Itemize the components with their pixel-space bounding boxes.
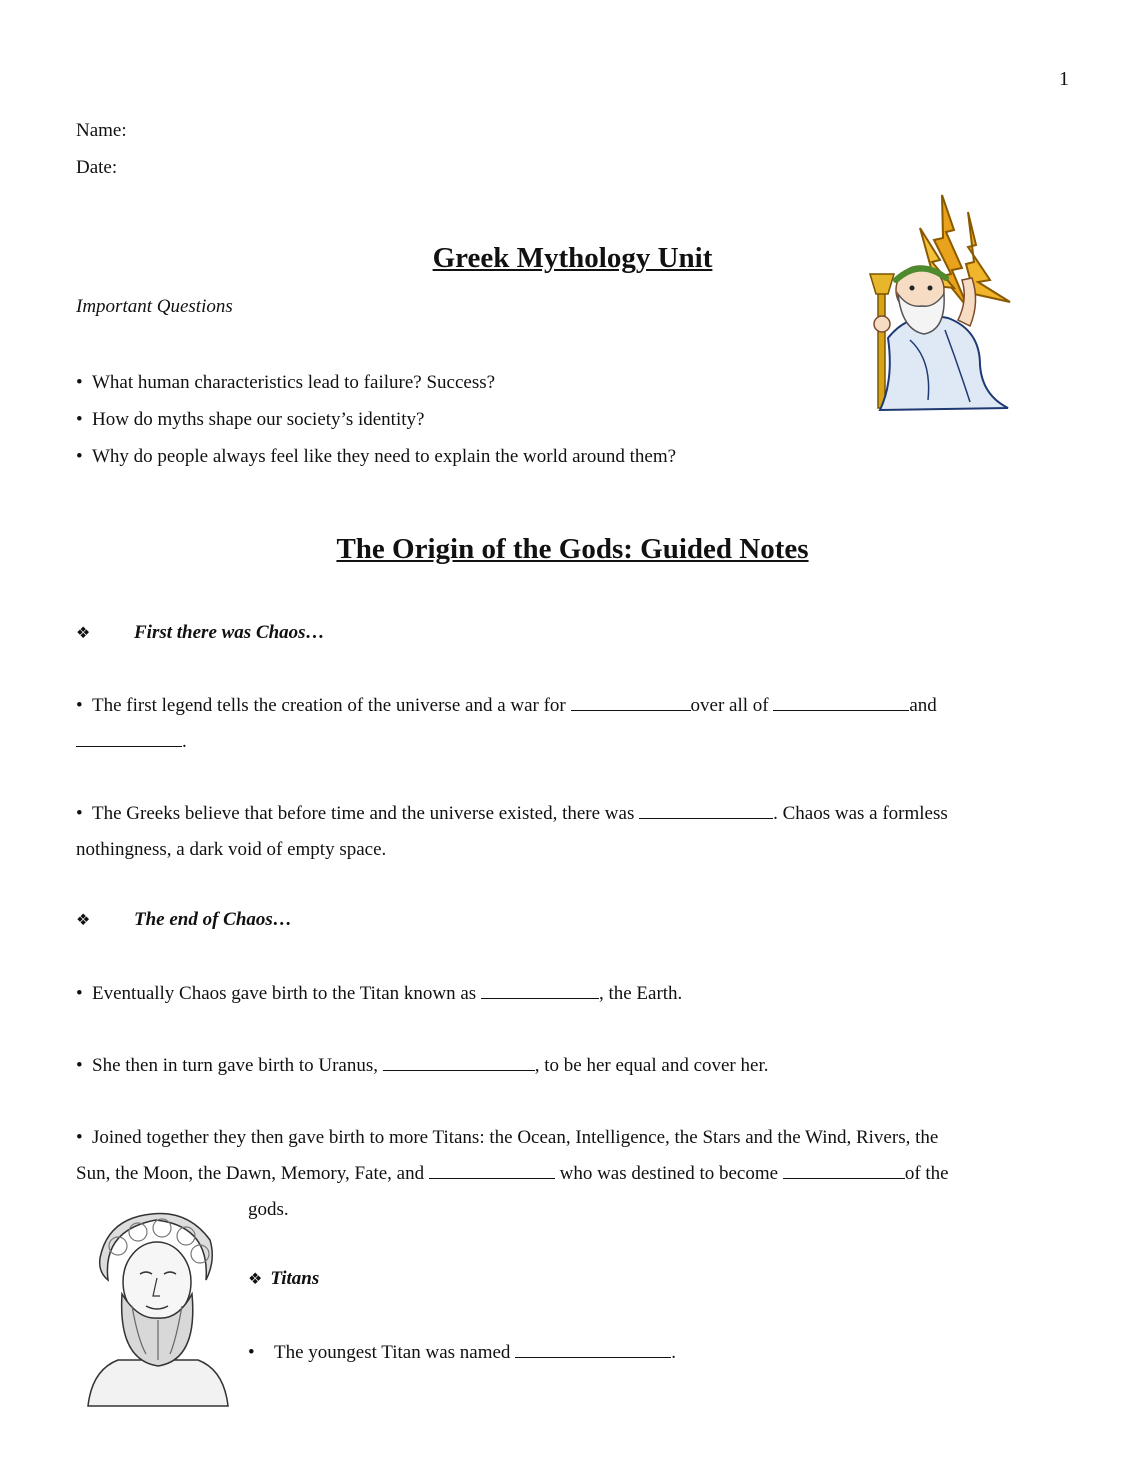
chaos-paragraph-1: • The first legend tells the creation of the universe and a war for over all of and [76, 688, 937, 724]
zeus-cartoon-illustration [850, 190, 1030, 422]
bullet-icon: • [76, 695, 83, 716]
staff [878, 290, 885, 408]
fill-in-blank[interactable] [783, 1164, 905, 1179]
titans-paragraph-1: • The youngest Titan was named . [248, 1335, 676, 1371]
chaos-paragraph-2: • The Greeks believe that before time and the universe existed, there was . Chaos was a formless [76, 796, 948, 832]
fill-in-blank[interactable] [481, 984, 599, 999]
bullet-icon: • [76, 983, 83, 1004]
notes-title: The Origin of the Gods: Guided Notes [336, 533, 809, 565]
bullet-icon: • [76, 409, 83, 430]
fill-in-blank[interactable] [515, 1343, 671, 1358]
bullet-icon: • [76, 1127, 83, 1148]
date-label: Date: [76, 157, 118, 178]
end-of-chaos-paragraph-1: • Eventually Chaos gave birth to the Titan known as , the Earth. [76, 976, 682, 1012]
section-heading-chaos: ❖ First there was Chaos… [76, 622, 325, 643]
chaos-paragraph-2-continued: nothingness, a dark void of empty space. [76, 839, 387, 860]
section-heading-end-of-chaos: ❖ The end of Chaos… [76, 909, 292, 930]
end-of-chaos-paragraph-3: • Joined together they then gave birth to more Titans: the Ocean, Intelligence, the Stars and the Wind, Rivers, the [76, 1120, 938, 1156]
fill-in-blank[interactable] [639, 804, 773, 819]
question-item: • How do myths shape our society’s identity? [76, 409, 425, 430]
diamond-bullet-icon: ❖ [76, 625, 91, 642]
end-of-chaos-paragraph-3-end: gods. [248, 1199, 289, 1220]
chaos-paragraph-1-continued: . [76, 724, 187, 760]
zeus-bust-illustration [78, 1210, 238, 1410]
end-of-chaos-paragraph-2: • She then in turn gave birth to Uranus, , to be her equal and cover her. [76, 1048, 768, 1084]
section-heading-titans: ❖ Titans [248, 1268, 320, 1289]
fill-in-blank[interactable] [571, 696, 691, 711]
diamond-bullet-icon: ❖ [76, 912, 91, 929]
bullet-icon: • [76, 803, 83, 824]
important-questions-heading: Important Questions [76, 296, 233, 317]
question-item: • Why do people always feel like they need to explain the world around them? [76, 446, 677, 467]
fill-in-blank[interactable] [429, 1164, 555, 1179]
name-label: Name: [76, 120, 127, 141]
bullet-icon: • [76, 1055, 83, 1076]
bullet-icon: • [76, 446, 83, 467]
question-item: • What human characteristics lead to failure? Success? [76, 372, 496, 393]
fill-in-blank[interactable] [76, 732, 182, 747]
fill-in-blank[interactable] [383, 1056, 535, 1071]
bullet-icon: • [248, 1342, 255, 1363]
page-title: Greek Mythology Unit [432, 242, 713, 274]
bust-base [88, 1360, 228, 1406]
diamond-bullet-icon: ❖ [248, 1271, 263, 1288]
fill-in-blank[interactable] [773, 696, 909, 711]
page-number: 1 [1059, 68, 1069, 90]
end-of-chaos-paragraph-3-continued: Sun, the Moon, the Dawn, Memory, Fate, and who was destined to become of the [76, 1163, 949, 1184]
robe [880, 316, 1008, 410]
bullet-icon: • [76, 372, 83, 393]
